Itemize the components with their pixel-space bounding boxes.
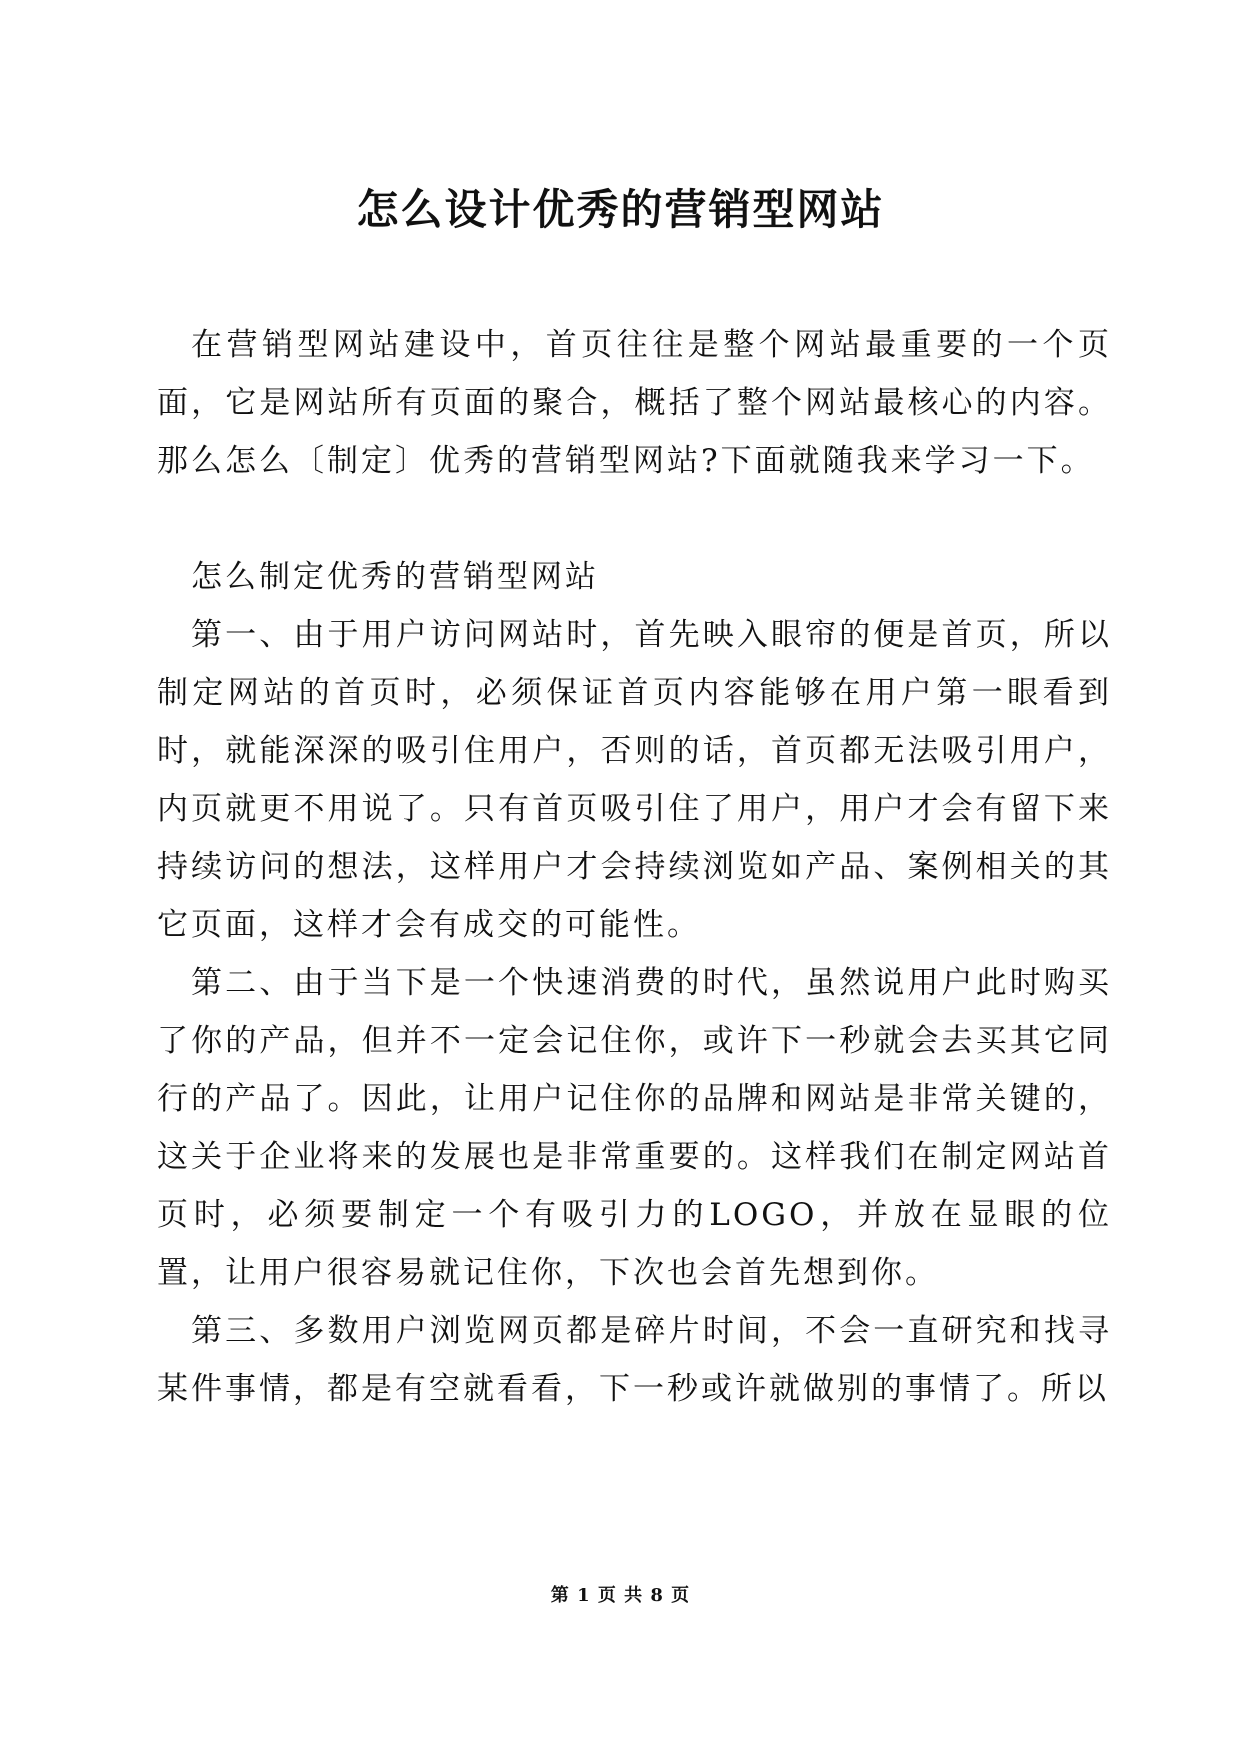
intro-paragraph: 在营销型网站建设中，首页往往是整个网站最重要的一个页面，它是网站所有页面的聚合，概括了整个网站最核心的内容。那么怎么〔制定〕优秀的营销型网站?下面就随我来学习一下。 bbox=[157, 327, 1112, 479]
section-heading: 怎么制定优秀的营销型网站 bbox=[191, 559, 599, 595]
document-title: 怎么设计优秀的营销型网站 bbox=[356, 185, 885, 234]
paragraph-3: 第三、多数用户浏览网页都是碎片时间，不会一直研究和找寻某件事情，都是有空就看看，下一秒或许就做别的事情了。所以 bbox=[157, 1313, 1112, 1407]
paragraph-1: 第一、由于用户访问网站时，首先映入眼帘的便是首页，所以制定网站的首页时，必须保证首页内容能够在用户第一眼看到时，就能深深的吸引住用户，否则的话，首页都无法吸引用户，内页就更不用说了。只有首页吸引住了用户，用户才会有留下来持续访问的想法，这样用户才会持续浏览如产品、案例相关的其它页面，这样才会有成交的可能性。 bbox=[157, 617, 1112, 943]
paragraph-2: 第二、由于当下是一个快速消费的时代，虽然说用户此时购买了你的产品，但并不一定会记住你，或许下一秒就会去买其它同行的产品了。因此，让用户记住你的品牌和网站是非常关键的，这关于企业将来的发展也是非常重要的。这样我们在制定网站首页时，必须要制定一个有吸引力的LOGO，并放在显眼的位置，让用户很容易就记住你，下次也会首先想到你。 bbox=[157, 965, 1112, 1291]
paragraph-gap bbox=[157, 490, 1112, 548]
document-body bbox=[157, 316, 1112, 1418]
page-number-footer: 第 1 页 共 8 页 bbox=[550, 1585, 691, 1606]
